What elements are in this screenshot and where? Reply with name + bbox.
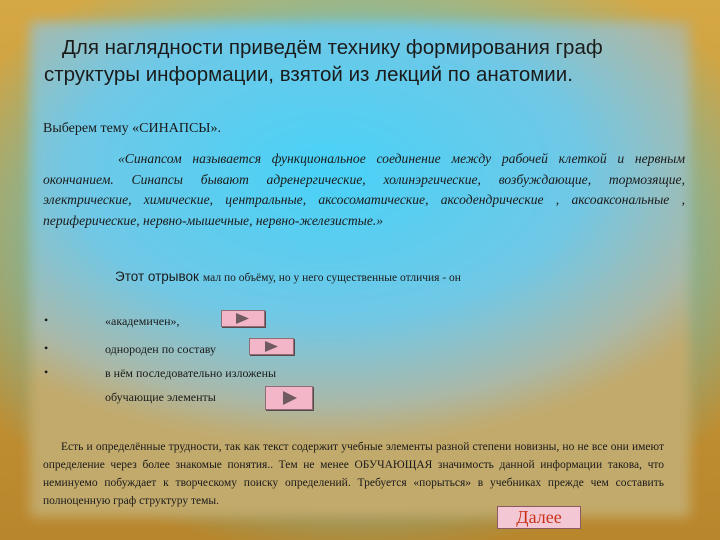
bullet-marker: • [44,313,49,327]
play-arrow-icon [222,311,264,326]
difficulty-paragraph: Есть и определённые трудности, так как текст содержит учебные элементы разной степени новизны, но не все они имеют определение через более знакомые понятия.. Тем не менее ОБУЧАЮЩАЯ значимость данной информации такова, что неминуемо побуждает к творческому поиску определений. Требуется «порыться» в учебниках прежде чем составить полноценную граф структуру темы. [43,441,664,507]
slide-title [36,34,676,88]
play-arrow-icon [250,339,293,354]
excerpt-rest: мал по объёму, но у него существенные отличия - он [202,272,461,284]
homogeneous-play-button[interactable] [249,338,294,355]
bullet-academic: «академичен», [105,314,180,328]
excerpt-intro [115,269,461,284]
play-arrow-icon [266,387,312,409]
bullet-marker: • [44,365,49,379]
topic-text: Выберем тему «СИНАПСЫ». [43,121,221,136]
academic-play-button[interactable] [221,310,265,327]
title-line-1: Для наглядности приведём технику формирования граф [62,36,603,59]
next-button[interactable]: Далее [497,506,581,529]
bullet-marker: • [44,341,49,355]
bullet-sequential-cont: обучающие элементы [105,390,216,404]
bullet-homogeneous: однороден по составу [105,342,217,356]
excerpt-lead: Этот отрывок [115,269,199,284]
title-line-2: структуры информации, взятой из лекций по анатомии. [44,63,573,86]
bullet-sequential: в нём последовательно изложены [105,366,277,380]
sequential-play-button[interactable] [265,386,313,410]
synapse-quote: «Синапсом называется функциональное соединение между рабочей клеткой и нервным окончанием. Синапсы бывают адренергические, холинэргические, возбуждающие, тормозящие, электрические, химические, центральные, аксосоматические, аксодендрические , аксоаксональные , периферические, нервно-мышечные, нервно-железистые.» [43,151,685,228]
